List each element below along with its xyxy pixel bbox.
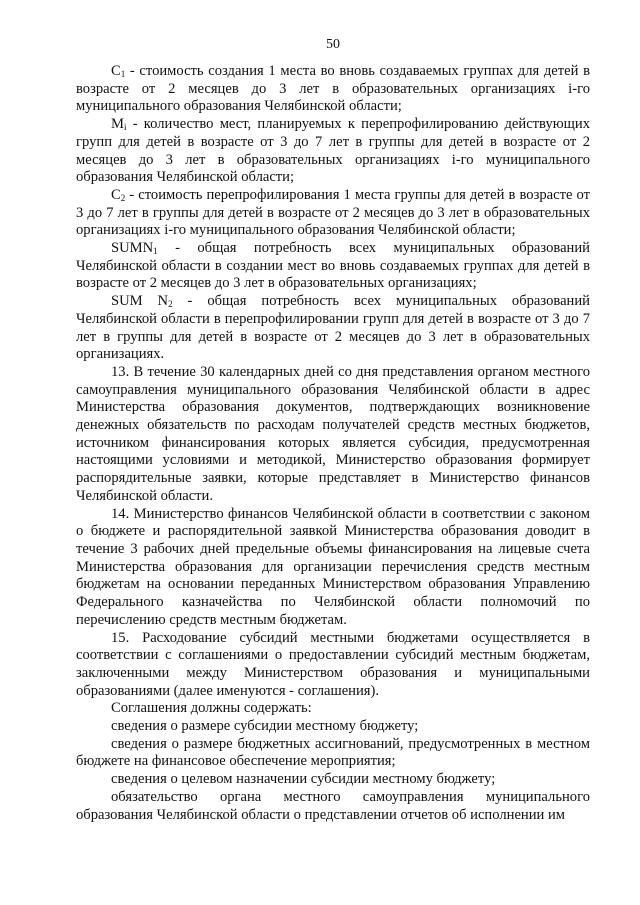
list-item-subsidy-size: сведения о размере субсидии местному бюджету; [111, 718, 419, 735]
document-page [76, 0, 590, 905]
paragraph-mi-definition: $M_i$ - количество мест, планируемых к перепрофилированию действующих групп для детей в возрасте от 3 до 7 лет в группы для детей в возрасте от 2 месяцев до 3 лет в образовательных организациях i-го муниципального образования Челябинской области; [76, 116, 590, 186]
page-number: 50 [326, 37, 340, 52]
document-body [76, 63, 590, 824]
paragraph-agreements-intro: Соглашения должны содержать: [111, 700, 312, 717]
list-item-budget-allocations: сведения о размере бюджетных ассигнований, предусмотренных в местном бюджете на финансовое обеспечение мероприятия; [76, 735, 590, 770]
paragraph-clause-14: 14. Министерство финансов Челябинской области в соответствии с законом о бюджете и распорядительной заявкой Министерства образования доводит в течение 3 рабочих дней предельные объемы финансирования на лицевые счета Министерства образования для организации перечисления средств местным бюджетам на основании переданных Министерством образования Управлению Федерального казначейства по Челябинской области полномочий по перечислению средств местным бюджетам. [76, 505, 590, 628]
paragraph-sumn2-definition: SUM $N_2$ - общая потребность всех муниципальных образований Челябинской области в перепрофилировании групп для детей в возрасте от 3 до 7 лет в группы для детей в возрасте от 2 месяцев до 3 лет в образовательных организациях. [76, 293, 590, 363]
paragraph-clause-13: 13. В течение 30 календарных дней со дня представления органом местного самоуправления муниципального образования Челябинской области в адрес Министерства образования документов, подтверждающих возникновение денежных обязательств по расходам получателей средств местных бюджетов, источником финансирования которых является субсидия, предусмотренная настоящими условиями и методикой, Министерство образования формирует распорядительные заявки, которые представляет в Министерство финансов Челябинской области. [76, 363, 590, 504]
paragraph-c1-definition: $C_1$ - стоимость создания 1 места во вновь создаваемых группах для детей в возрасте от 2 месяцев до 3 лет в образовательных организациях i-го муниципального образования Челябинской области; [76, 63, 590, 115]
paragraph-c2-definition: $C_2$ - стоимость перепрофилирования 1 места группы для детей в возрасте от 3 до 7 лет в группы для детей в возрасте от 2 месяцев до 3 лет в образовательных организациях i-го муниципального образования Челябинской области; [76, 186, 590, 239]
list-item-reporting-obligation: обязательство органа местного самоуправления муниципального образования Челябинской области о представлении отчетов об исполнении им [76, 788, 590, 823]
paragraph-clause-15: 15. Расходование субсидий местными бюджетами осуществляется в соответствии с соглашениями о предоставлении субсидий местным бюджетам, заключенными между Министерством образования и муниципальными образованиями (далее именуются - соглашения). [76, 629, 590, 699]
paragraph-sumn1-definition: $SUMN_1$ - общая потребность всех муниципальных образований Челябинской области в создании мест во вновь создаваемых группах для детей в возрасте от 2 месяцев до 3 лет в образовательных организациях; [76, 240, 590, 292]
list-item-subsidy-purpose: сведения о целевом назначении субсидии местному бюджету; [111, 771, 496, 788]
